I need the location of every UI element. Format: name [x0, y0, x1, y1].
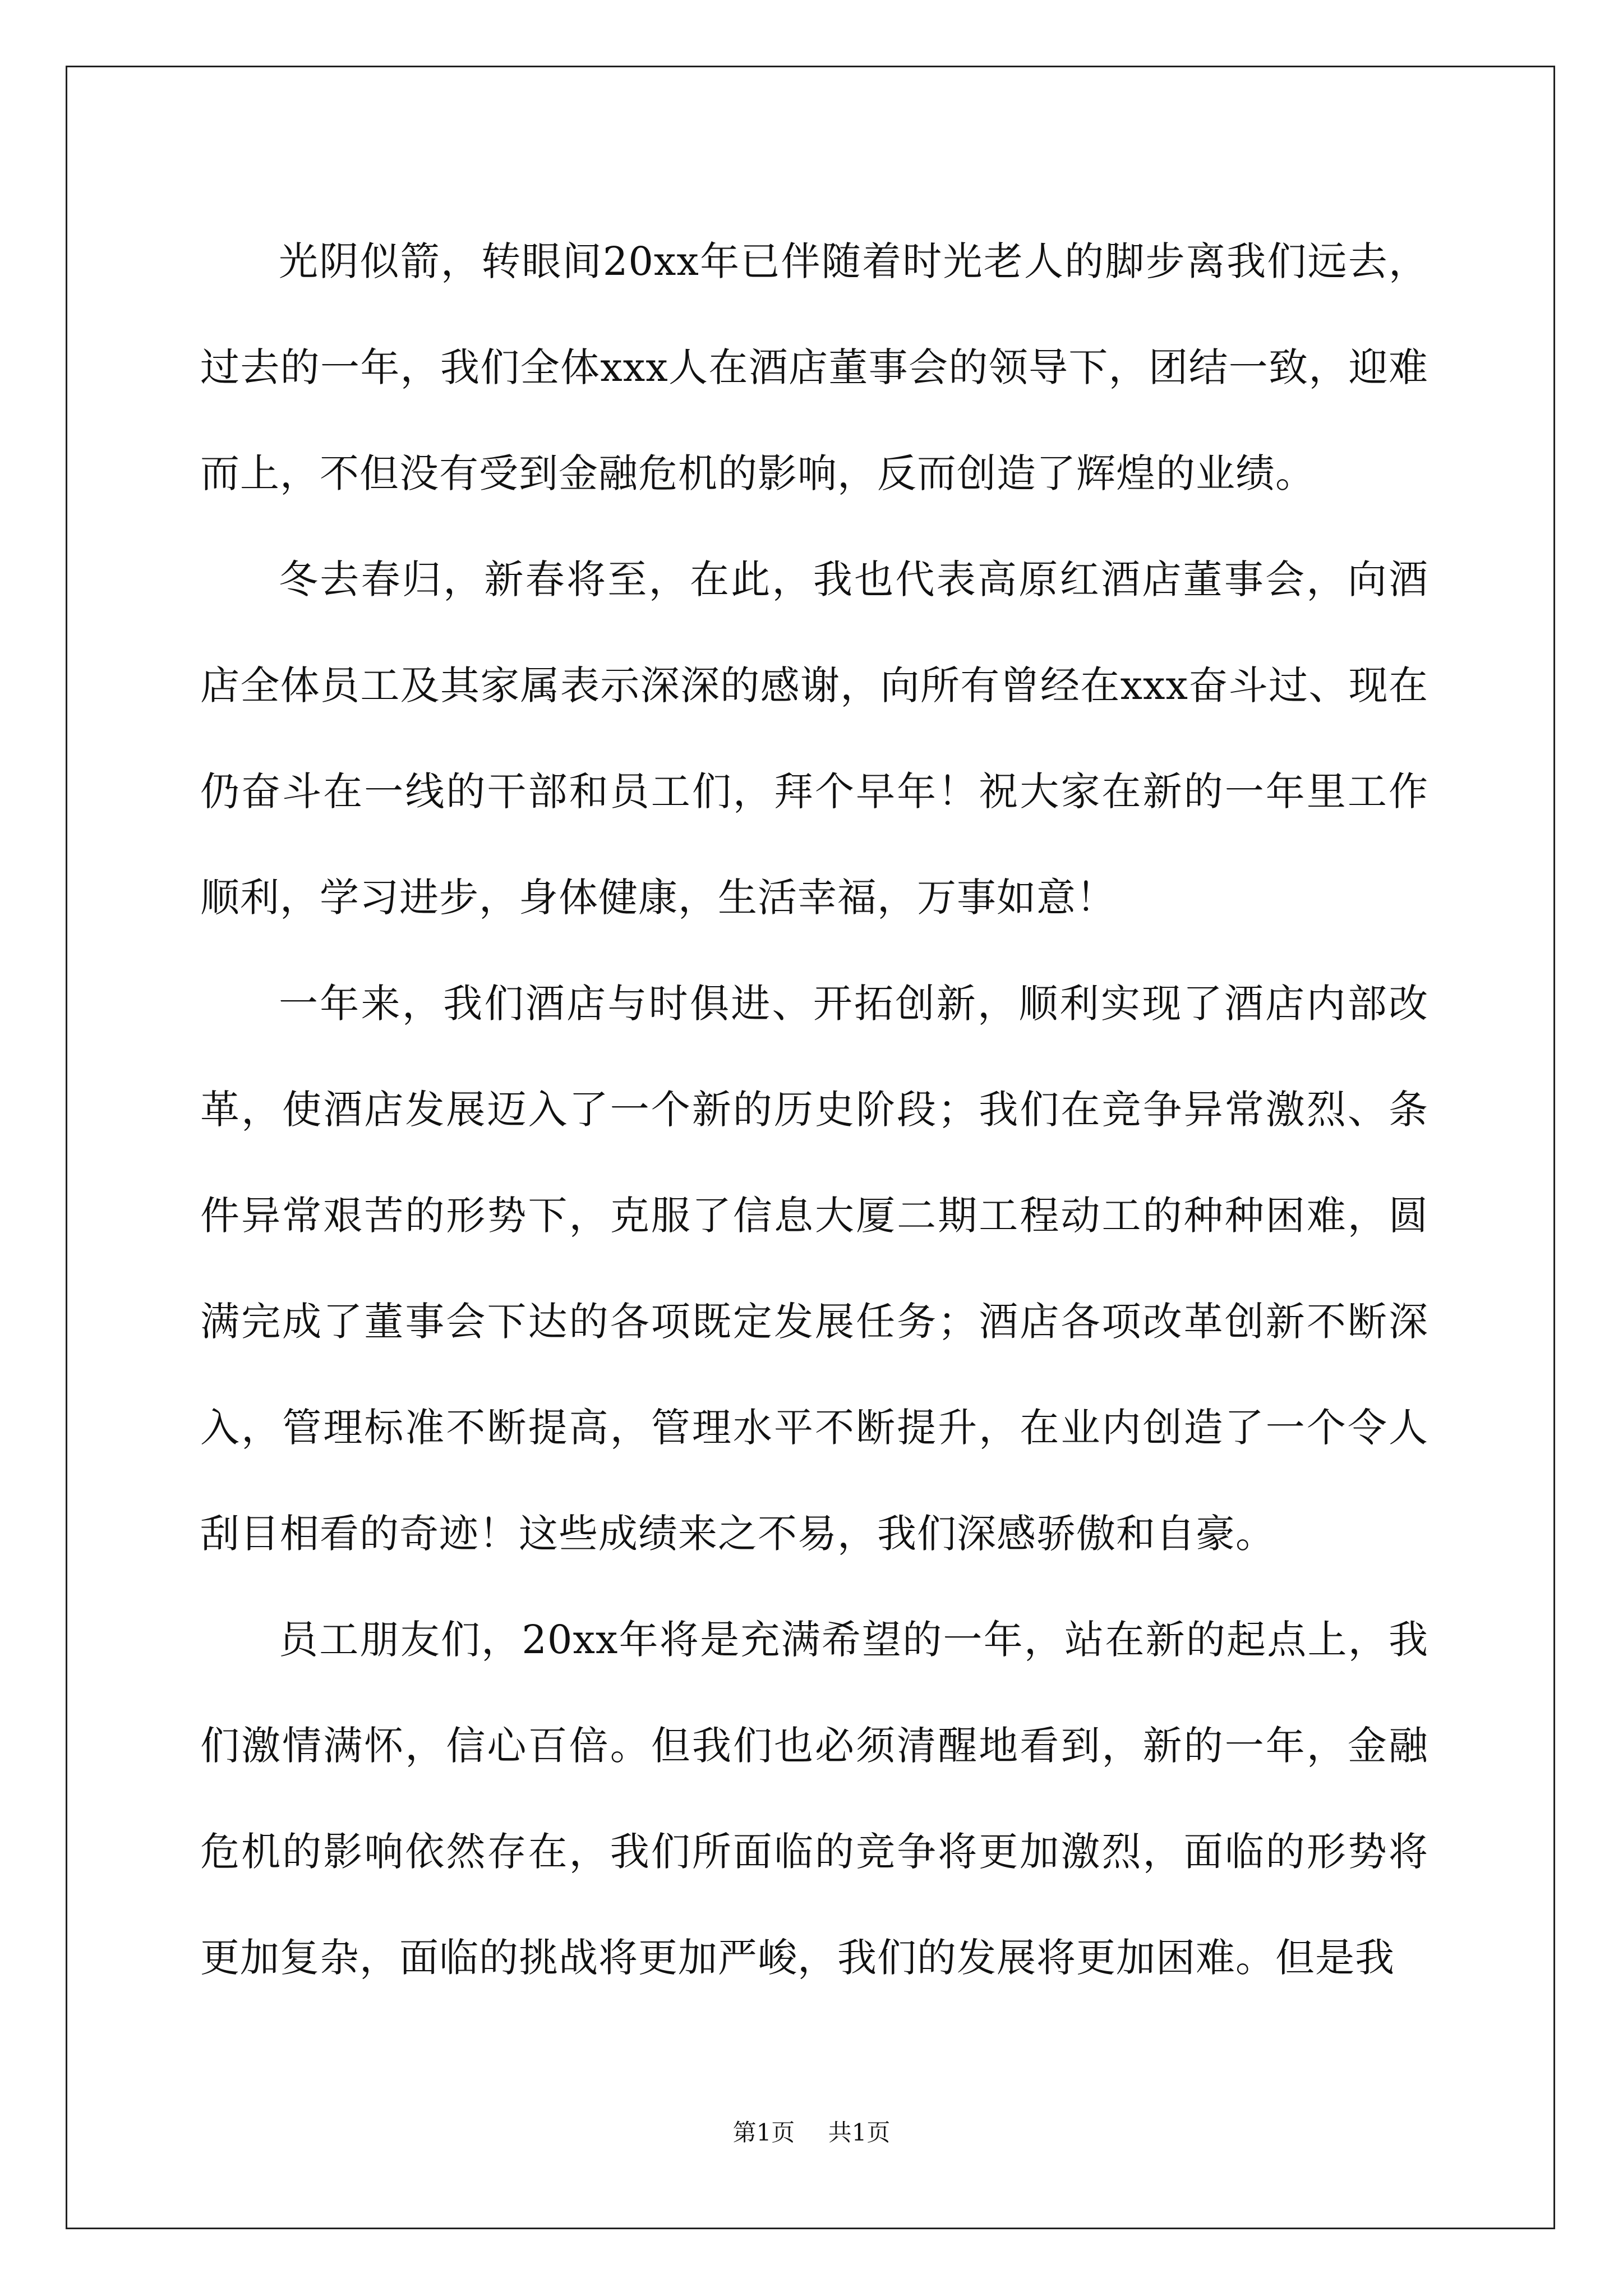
document-body: [200, 209, 1428, 2011]
page-total: 共1页: [828, 2119, 891, 2146]
paragraph: 冬去春归，新春将至，在此，我也代表高原红酒店董事会，向酒店全体员工及其家属表示深深的感谢，向所有曾经在xxx奋斗过、现在仍奋斗在一线的干部和员工们，拜个早年！祝大家在新的一年里工作顺利，学习进步，身体健康，生活幸福，万事如意！: [200, 556, 1428, 921]
page-number: 第1页: [732, 2119, 795, 2146]
page-footer: [0, 2116, 1623, 2150]
paragraph: 光阴似箭，转眼间20xx年已伴随着时光老人的脚步离我们远去，过去的一年，我们全体xxx人在酒店董事会的领导下，团结一致，迎难而上，不但没有受到金融危机的影响，反而创造了辉煌的业绩。: [200, 238, 1428, 496]
paragraph: 一年来，我们酒店与时俱进、开拓创新，顺利实现了酒店内部改革，使酒店发展迈入了一个新的历史阶段；我们在竞争异常激烈、条件异常艰苦的形势下，克服了信息大厦二期工程动工的种种困难，圆满完成了董事会下达的各项既定发展任务；酒店各项改革创新不断深入，管理标准不断提高，管理水平不断提升，在业内创造了一个令人刮目相看的奇迹！这些成绩来之不易，我们深感骄傲和自豪。: [200, 981, 1428, 1557]
paragraph: 员工朋友们，20xx年将是充满希望的一年，站在新的起点上，我们激情满怀，信心百倍。但我们也必须清醒地看到，新的一年，金融危机的影响依然存在，我们所面临的竞争将更加激烈，面临的形势将更加复杂，面临的挑战将更加严峻，我们的发展将更加困难。但是我: [200, 1617, 1428, 1981]
